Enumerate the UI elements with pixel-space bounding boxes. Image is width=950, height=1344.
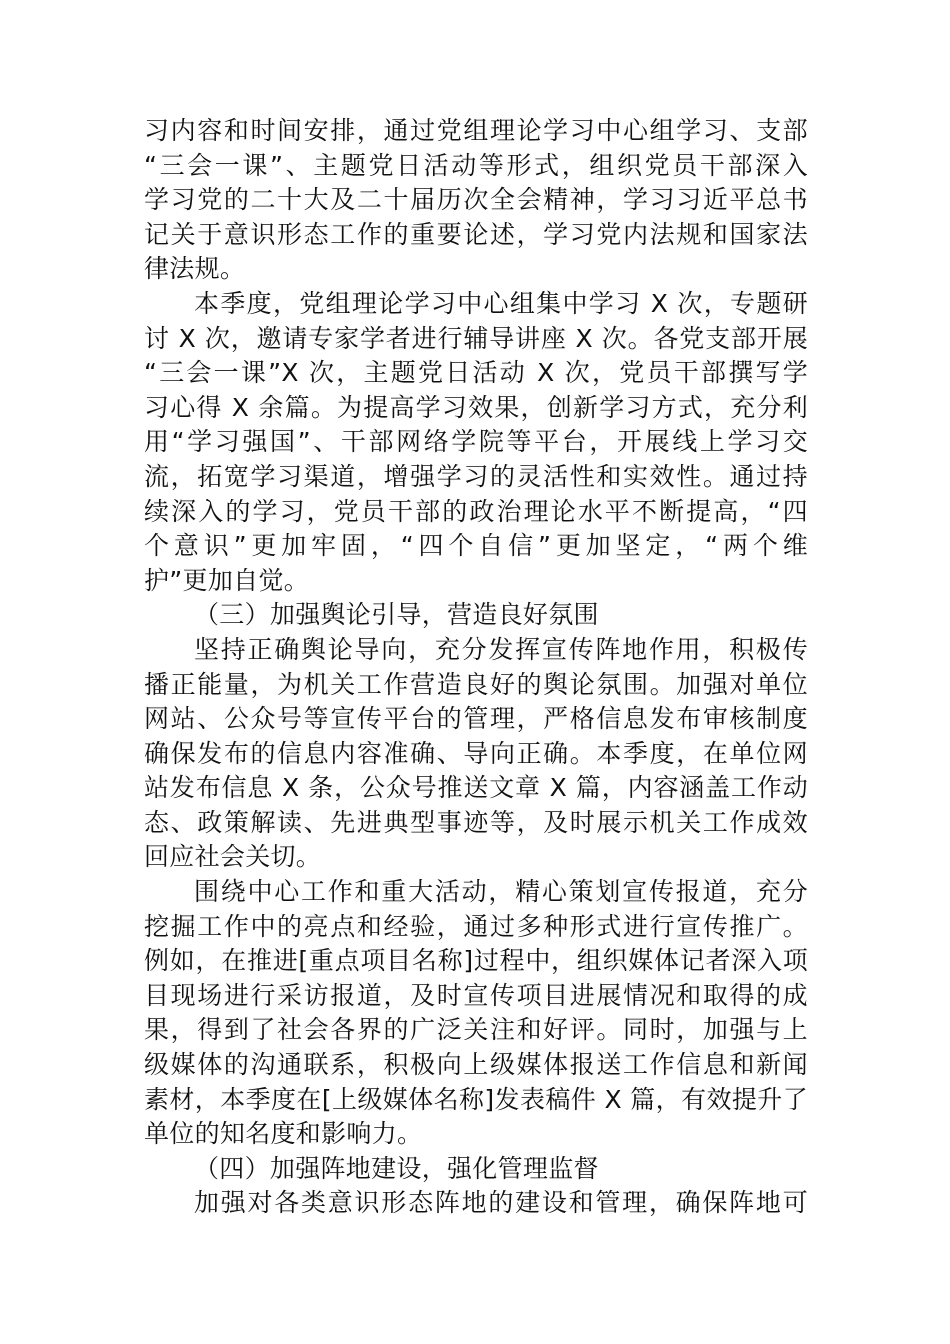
text-line: 素材，本季度在[上级媒体名称]发表稿件 X 篇，有效提升了 — [144, 1084, 808, 1114]
text-line: 记关于意识形态工作的重要论述，学习党内法规和国家法 — [144, 219, 808, 249]
text-line: 护”更加自觉。 — [144, 565, 310, 595]
text-line: 目现场进行采访报道，及时宣传项目进展情况和取得的成 — [144, 980, 808, 1010]
text-line: 确保发布的信息内容准确、导向正确。本季度，在单位网 — [144, 738, 808, 768]
text-line: 习心得 X 余篇。为提高学习效果，创新学习方式，充分利 — [144, 392, 808, 422]
text-line: 律法规。 — [144, 254, 246, 284]
text-line: 级媒体的沟通联系，积极向上级媒体报送工作信息和新闻 — [144, 1050, 808, 1080]
text-line: 讨 X 次，邀请专家学者进行辅导讲座 X 次。各党支部开展 — [144, 323, 808, 353]
text-line: 个意识”更加牢固，“四个自信”更加坚定，“两个维 — [144, 531, 808, 561]
text-line: 站发布信息 X 条，公众号推送文章 X 篇，内容涵盖工作动 — [144, 773, 808, 803]
text-line: 网站、公众号等宣传平台的管理，严格信息发布审核制度 — [144, 704, 808, 734]
text-line: 挖掘工作中的亮点和经验，通过多种形式进行宣传推广。 — [144, 911, 808, 941]
text-line: 续深入的学习，党员干部的政治理论水平不断提高，“四 — [144, 496, 808, 526]
text-line: 用“学习强国”、干部网络学院等平台，开展线上学习交 — [144, 427, 808, 457]
text-line: 态、政策解读、先进典型事迹等，及时展示机关工作成效 — [144, 807, 808, 837]
text-line: 学习党的二十大及二十届历次全会精神，学习习近平总书 — [144, 185, 808, 215]
text-line: 回应社会关切。 — [144, 842, 322, 872]
text-line: （三）加强舆论引导，营造良好氛围 — [194, 600, 599, 630]
text-line: 本季度，党组理论学习中心组集中学习 X 次，专题研 — [194, 288, 808, 318]
text-line: 单位的知名度和影响力。 — [144, 1119, 423, 1149]
text-line: 围绕中心工作和重大活动，精心策划宣传报道，充分 — [194, 877, 808, 907]
text-line: 播正能量，为机关工作营造良好的舆论氛围。加强对单位 — [144, 669, 808, 699]
text-line: “三会一课”、主题党日活动等形式，组织党员干部深入 — [144, 150, 808, 180]
text-line: 坚持正确舆论导向，充分发挥宣传阵地作用，积极传 — [194, 634, 808, 664]
text-line: 果，得到了社会各界的广泛关注和好评。同时，加强与上 — [144, 1015, 808, 1045]
text-line: “三会一课”X 次，主题党日活动 X 次，党员干部撰写学 — [144, 358, 808, 388]
document-body — [144, 114, 808, 1221]
text-line: （四）加强阵地建设，强化管理监督 — [194, 1153, 599, 1183]
text-line: 例如，在推进[重点项目名称]过程中，组织媒体记者深入项 — [144, 946, 808, 976]
text-line: 流，拓宽学习渠道，增强学习的灵活性和实效性。通过持 — [144, 461, 808, 491]
text-line: 习内容和时间安排，通过党组理论学习中心组学习、支部 — [144, 116, 808, 145]
text-line: 加强对各类意识形态阵地的建设和管理，确保阵地可 — [194, 1188, 808, 1218]
